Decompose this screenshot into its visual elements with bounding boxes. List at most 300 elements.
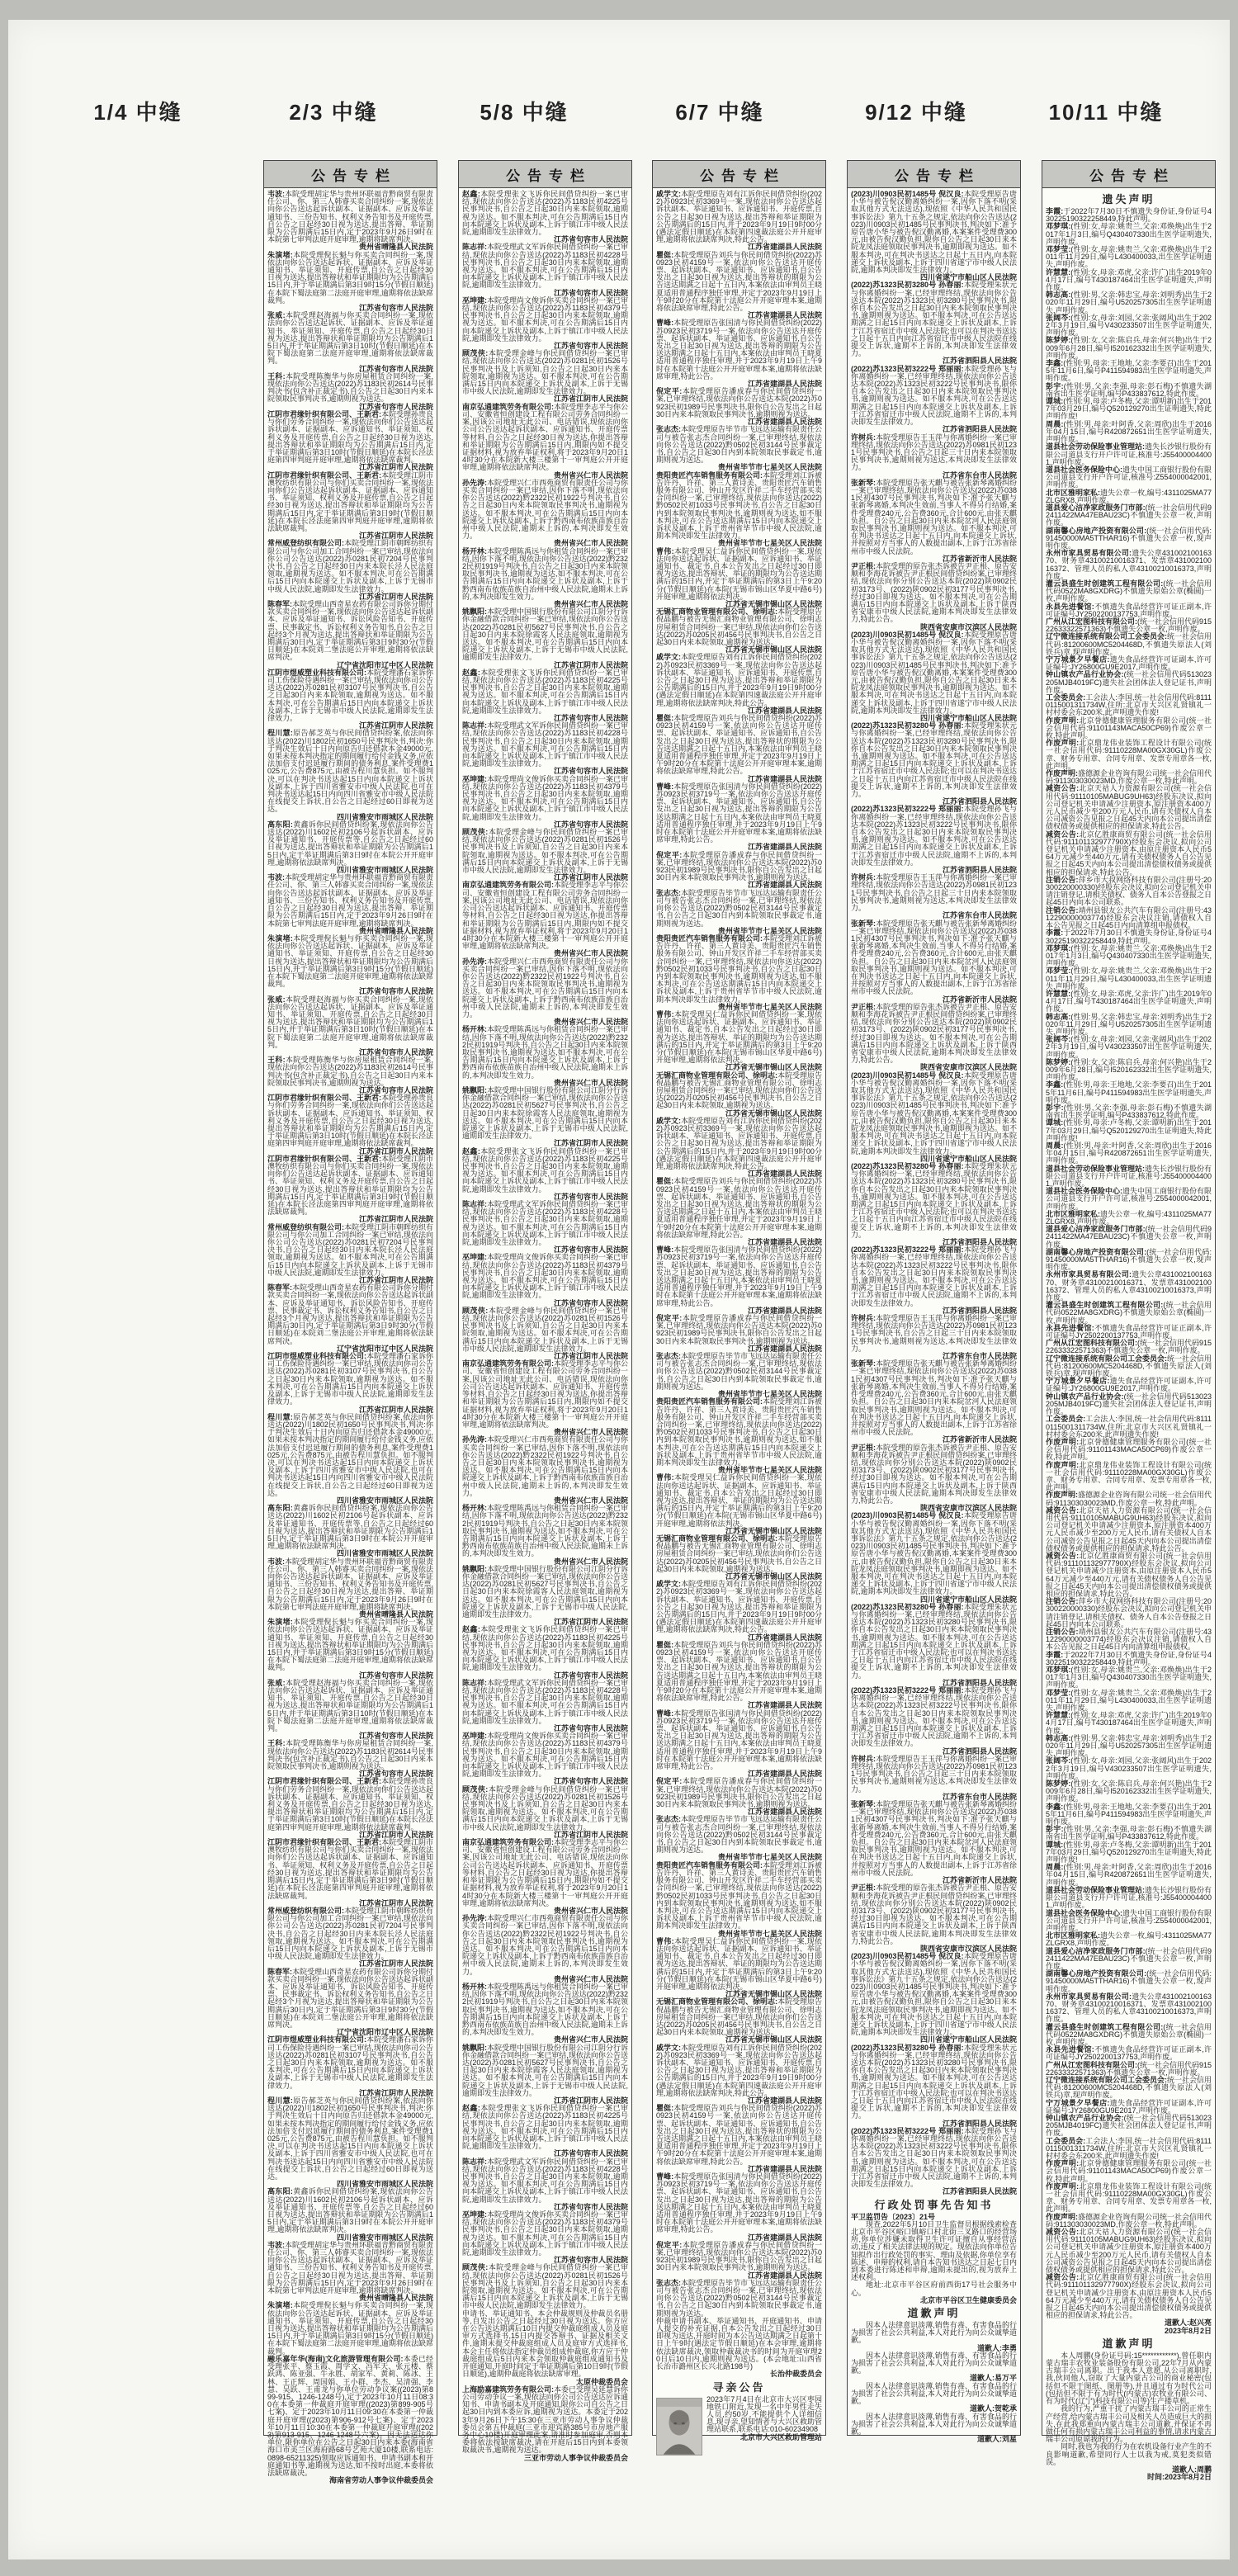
notice-lead: 张新琴: bbox=[851, 919, 876, 928]
notice-paragraph: 瞿侹:本院受理原告刘兵与你民间借贷纠纷(2022)苏0923民初4159号一案,依法向你公告送达开庭传票、起诉状副本、举证通知书、应诉通知书,自公告发出之日起30日视为送达,提出答辩状的期限为公告送达期满之日起十五日内,本案依法由审判员王晓夏适用普通程序独任审理,并定于2023年9月19日上午9时20分在本院第十法庭公开开庭审理本案,逾期将依法缺席审理,特此公告。 bbox=[656, 1177, 822, 1239]
notice-paragraph: 贵阳贵匠汽车销售服务有限公司:本院受理刘江诉被告许丹、许祥、第三人黄诗美、贵阳贵匠汽车销售服务有限公司、钟山开发区许祥二手车经营部买卖合同纠纷一案,已审理终结,现依法向你送达(2022)黔0502民初1033号民事判决书,自公告之日起30日内到本院领取民事判决书,逾期则视为送达,如不服本判决,可在公告送达期满后15日内向本院递交上诉状及副本,上诉于贵州省毕节市中级人民法院,逾期本判决即发生法律效力。 bbox=[656, 1397, 823, 1467]
notice-lead: 陈梦婷: bbox=[1046, 1780, 1071, 1789]
notice-paragraph: (2022)苏1323民初3222号 郑丽丽:本院受理孙飞与你离婚纠纷一案,已经审理终结,现依法向你公告送达本院(2022)苏1323民初3222号民事判决书,限你自本公告发出之日起30日内来本院领取民事判决书,逾期则视为送达。如不服本判决,可在公告送达期满之日起15日内向本院递交上诉状及副本,上诉于江苏省宿迁市中级人民法院,逾期不上诉的,本判决即发生法律效力。 bbox=[851, 2126, 1017, 2189]
court-name: 四川省遂宁市船山区人民法院 bbox=[919, 1595, 1017, 1604]
notice-lead: 顾茂侠: bbox=[462, 828, 489, 837]
notice-paragraph: 江阴市君缘针织有限公司、王新君:本院受理江阴市澳牧纺织有限公司与你们买卖合同纠纷一案,现依法向你们公告送达起诉状副本、证据副本、应诉通知书、举证须知、权利义务及开庭传票,自公告之日起经30日视为送达,提出答辩状和举证期限均为公告期满后15日内,定于举证期满后第3日9时(节假日顺延)在本院长泾法庭第四审判庭开庭审理,逾期将依法缺席裁判。 bbox=[267, 470, 434, 532]
court-name: 贵州省兴仁市人民法院 bbox=[553, 949, 628, 958]
notice-tail bbox=[851, 2199, 1017, 2282]
notice-paragraph: (2023)川0903民初1485号 倪汉良:本院受理原告唐小华与被告倪汉勤离婚纠纷一案,因你下落不明(采取其他方式无法送达),现依照《中华人民共和国民事诉讼法》第九十五条之规定,依法向你公告送达(2023)川0903民初1485号民事判决书,判决如下:准予原告唐小华与被告倪汉勤离婚,本案案件受理费300元,由被告倪汉勤负担,限你自公告之日起30日来本院龙凤法庭领取民事判决书,逾期即视为送达。如不服本判决,可在判决书送达之日起十五日内,向本院递交上诉状及副本,上诉于四川省遂宁市中级人民法院,逾期本判决即发生法律效力。 bbox=[851, 1952, 1017, 2037]
notice-lead: 瞿侹: bbox=[656, 714, 674, 723]
notice-paragraph: 高东阳:黄鑫诉你民间借贷纠纷案,现依法向你公告送达(2022)川1602民初2106号起诉状副本、应诉及举证通知书、开庭传票等,自公告之日起经过60日视为送达,提出答辩状和举证期限为公告期满后15日内,定于举证期满后第3日9时在本院公开开庭审理,逾期将依法缺席判决。 bbox=[267, 2187, 433, 2234]
notice-paragraph: 南京弘通建筑劳务有限公司:本院受理李志平与你公司、安徽省恒创建设工程有限公司劳务合同纠纷一案,因该公司地址无此公司、电话错误,现依法向你公司公告送达起诉状副本、应诉通知书、开庭传票等材料,自公告之日起经30日视为送达,你提出答辩和举证期限为公告期满后15日内,期限内如不提交证据材料,视为放弃举证权利,将于2023年9月20日14时30分在本院新大楼三楼第十一审判庭公开开庭审理,逾期将依法缺席判决。 bbox=[462, 881, 629, 951]
notice-paragraph: 韦波:本院受理胡定华与贵州环联福音黔商贸有限责任公司、你、第三人韩睿买卖合同纠纷一案,现依法向你公告送达起诉状副本、证据副本、应诉及举证通知书、三份告知书、权利义务告知书及开庭传票,自公告之日起经30日视为送达,提出答辩、举证期限为公告期满后15日内,定于2023年9月26日9时在本院第七审判法庭开庭审理,逾期将缺席判决。 bbox=[267, 2240, 434, 2295]
notice-paragraph: 陈梦婷:(性别:女,父亲:陈启兵,母亲:何兴艳)出生于2009年6月28日,编号I520162332出生医学证明遗失,声明作废。 bbox=[1046, 1057, 1212, 1082]
court-name: 江苏省建湖县人民法院 bbox=[747, 2233, 822, 2242]
notice-paragraph: 无锡汇商物业管理有限公司、徐明志:本院受理原告倪晶鹏与被告无锡汇商物业管理有限公司、徐明志房屋租赁合同纠纷一案已审结,现依法向你们公告送达(2022)苏0205民初456号民事判决书,自公告之日起30日内来本院领取,逾期视为送达。 bbox=[656, 607, 823, 646]
court-name: 江苏省无锡市锡山区人民法院 bbox=[725, 1526, 822, 1535]
notice-paragraph: 道县社会劳动保险事业管理站:遗失长沙银行股份有限公司道县支行开户许可证,核准号:J554000044001,声明作废。 bbox=[1046, 442, 1212, 466]
notice-lead: 邓梦莹: bbox=[1046, 1688, 1071, 1697]
court-name: 江苏省句容市人民法院 bbox=[553, 235, 628, 244]
notice-paragraph: 邓梦琪:(性别:女,母亲:姚贵兰,父亲:邓焕焕)出生于2017年1月3日,编号Q430407330出生医学证明遗失,声明作废。 bbox=[1046, 943, 1212, 968]
notice-lead: 顾茂侠: bbox=[462, 1306, 489, 1315]
notice-lead: 周晨: bbox=[1046, 1141, 1064, 1150]
court-name: 贵州省毕节市七星关区人民法院 bbox=[717, 539, 822, 548]
section-header: 行政处罚事先告知书 bbox=[874, 2198, 994, 2211]
notice-lead: 陈春军: bbox=[267, 1283, 292, 1293]
court-name: 江苏省江阴市人民法院 bbox=[553, 660, 628, 669]
notice-paragraph: 邓梦莹:(性别:女,母亲:姚贵兰,父亲:邓焕焕)出生于2011年11月29日,编号L430400033,出生医学证明遗失,声明作废。 bbox=[1046, 967, 1212, 990]
notice-lead: 韩志高: bbox=[1046, 1733, 1071, 1742]
notice-lead: 谭城: bbox=[1046, 1118, 1064, 1127]
notice-lead: 戚学文: bbox=[656, 1116, 681, 1125]
notice-paragraph: 李鑫:(性别:男,母亲:王地地,父亲:李要召)出生于2015年11月6日,编号P411594983出生医学证明遗失,声明作废。 bbox=[1046, 1080, 1212, 1104]
court-name: 江苏省东台市人民法院 bbox=[942, 1352, 1017, 1361]
notice-lead: (2023)川0903民初1485号 倪汉良: bbox=[851, 1952, 964, 1961]
court-name: 辽宁省沈阳市辽中区人民法院 bbox=[336, 2028, 433, 2037]
notice-lead: 钟山镇农产品行业协会: bbox=[1046, 2113, 1124, 2122]
court-name: 江苏省建湖县人民法院 bbox=[747, 1238, 822, 1247]
notice-lead: 巫坤建: bbox=[462, 1253, 487, 1262]
notice-paragraph: 谭城:(性别:男,母亲:卢冬梅,父亲:谭明新)出生于2017年03月29日,编号Q520129270出生证明遗失,特此声明作废! bbox=[1046, 1840, 1212, 1865]
notice-paragraph: 张阔芩:(性别:女,母亲:刘园,父亲:张阔风)出生于2022年3月19日,编号V430233507出生医学证明遗失,声明作废。 bbox=[1046, 313, 1212, 338]
notice-lead: 曹伟: bbox=[656, 1473, 674, 1482]
seam-label-6: 10/11 中缝 bbox=[1048, 100, 1164, 125]
notice-lead: 张威: bbox=[267, 1678, 286, 1687]
notice-paragraph: 尹正根:本院受理的原告张杰诉被告尹正根、原告安顺和李海花诉被告尹正根民间借贷纠纷案,已审理终结,现依法向你分别公告送达本院(2022)陕0902民初3173号、(2022)陕0902民初3177号民事判决书,经过30日即视为送达。如不服本判决,可在公告期满后15日内向本院递交上诉状及副本,上诉于陕西省安康市中级人民法院,逾期本判决即发生法律效力,特此公告。 bbox=[851, 1884, 1018, 1945]
court-name: 江苏省句容市人民法院 bbox=[553, 1777, 628, 1786]
notice-paragraph: 北市区雅明家私:遗失公章一枚,编号:4311025MA77ZLGRX8,声明作废。 bbox=[1046, 488, 1212, 504]
notice-lead: 道县爱心洁净家政服务门市部: bbox=[1046, 1946, 1146, 1955]
notice-paragraph: 钟山镇农产品行业协会:(统一社会信用代码513023205MJB4019FC)遗失社会团体法人登记证书,声明作废。 bbox=[1046, 670, 1212, 694]
notice-paragraph: 杨开林:本院受理陈禹远与你租赁合同纠纷一案已审结,因你下落不明,现依法向你公告送达(2022)黔2322民初1919号判决书,自公告之日起30日内来本院领取民事判决书,逾期视为送达,如不服本判决,可在公告期满后15日内向本院递交上诉状及副本,上诉于黔西南布依族苗族自治州中级人民法院,逾期未上诉的,本判决即发生效力。 bbox=[462, 1025, 629, 1080]
statement-paragraph: 因本人法律意识淡薄,销售有毒、有害食品的行为损害了社会公共利益,本人对此行为向公众诚挚道歉。 bbox=[851, 2351, 1017, 2375]
notice-paragraph: 江阴市君缘针织有限公司、王新君:本院受理孙贵良与你们劳务合同纠纷一案,现依法向你们公告送达起诉状副本、证据副本、应诉通知书、举证须知、权利义务及开庭传票,自公告之日起经30日视为送达,提出答辩状和举证期限均为公告期满后15日内,定于举证期满后第3日10时(节假日顺延)在本院长泾法庭第四审判庭开庭审理,逾期将依法缺席裁判。 bbox=[267, 409, 434, 465]
court-name: 江苏省泗阳县人民法院 bbox=[942, 866, 1017, 875]
statement-paragraph: 因本人法律意识淡薄,销售有毒、有害食品的行为损害了社会公共利益,本人对此行为向公众诚挚道歉。 bbox=[851, 2381, 1017, 2406]
notice-lead: 道县社会劳动保险事业管理站: bbox=[1046, 442, 1145, 451]
signature: 道歉人:贺乾承 bbox=[970, 2404, 1017, 2413]
notice-paragraph: 减资公告:北京天祜人力资源有限公司(统一社会信用代码:91110105MABUG9UH63)经股东决议,拟向公司登记机关申请减少注册资本,原注册资本400万元人民币减少至200万元人民币,请有关债权人自本公司减资公告见报之日起45天内向本公司提出清偿债权债务或提供相应的担保请求,特此公告。 bbox=[1046, 2228, 1212, 2275]
notice-lead: 倪定平: bbox=[656, 850, 683, 859]
notice-lead: (2022)苏1323民初3222号 郑丽丽: bbox=[851, 364, 964, 373]
notice-lead: 减资公告: bbox=[1046, 2273, 1080, 2282]
notice-lead: 减资公告: bbox=[1046, 2228, 1080, 2237]
notice-paragraph: 作废声明:北京誉德健康管理服务有限公司(统一社会信用代码:91101143MACA50CP69)作废公章一枚,特此声明。 bbox=[1046, 1437, 1212, 1462]
announcement-column-col-2-3 bbox=[263, 160, 437, 2485]
section-header: 道歉声明 bbox=[1102, 2337, 1155, 2350]
notice-lead: 尹正根: bbox=[851, 1443, 876, 1452]
notice-paragraph: 倪定平:本院受理原告潘成春与你民间借贷纠纷一案,已审理终结,现依法向你公告送达本院(2022)苏0923民初1989号民事判决书,限你自公告发出之日起30日内来本院领取民事判决书,逾期则视为送达。 bbox=[656, 1777, 822, 1809]
notice-paragraph: 张阔芩:(性别:女,母亲:刘园,父亲:张阔风)出生于2022年3月19日,编号V430233507出生医学证明遗失,声明作废。 bbox=[1046, 1756, 1212, 1780]
notice-lead: 陈梦婷: bbox=[1046, 336, 1071, 345]
notice-paragraph: 尹正根:本院受理的原告张杰诉被告尹正根、原告安顺和李海花诉被告尹正根民间借贷纠纷案,已审理终结,现依法向你分别公告送达本院(2022)陕0902民初3173号、(2022)陕0902民初3177号民事判决书,经过30日即视为送达。如不服本判决,可在公告期满后15日内向本院递交上诉状及副本,上诉于陕西省安康市中级人民法院,逾期本判决即发生法律效力,特此公告。 bbox=[851, 1443, 1018, 1505]
notice-lead: 赵鑫: bbox=[462, 190, 480, 198]
notice-lead: 道县社会劳动保险事业管理站: bbox=[1046, 1885, 1145, 1894]
notice-lead: 高东阳: bbox=[267, 1504, 293, 1513]
notice-paragraph: 戚学文:本院受理原告刘有江诉你民间借贷纠纷(2022)苏0923民初3369号一案,现依法向你公告送达起诉状副本、举证通知书、应诉通知书、开庭传票,自公告之日起30日视为送达,提出答辩和举证期限为公告期满后的15日内,并于2023年9月19日9时00分(遇法定假日顺延)在本院第四速裁法庭公开开庭审理,逾期将依法缺席判决,特此公告。 bbox=[656, 190, 823, 244]
notice-lead: 减资公告: bbox=[1046, 830, 1080, 839]
court-name: 江苏省泗阳县人民法院 bbox=[942, 2119, 1017, 2128]
notice-paragraph: 曹峰:本院受理原告张国清与你民间借贷纠纷(2022)苏0923民初3719号一案,依法向你公告送达开庭传票、起诉状副本、举证通知书、应诉通知书,自公告发出之日起30日视为送达,提出答辩的期限为公告送达期满之日起十五日内,本案依法由审判员王晓夏适用普通程序独任审理,并于2023年9月19日上午9时在本院第十法庭公开开庭审理本案,逾期将依法缺席审理,特此公告。 bbox=[656, 1709, 822, 1771]
notice-paragraph: 灌云县盛生时创建筑工程有限公司:(统一社会信用代码0522MA8GXDRG)不慎遗失原始公章(椭圆)一枚,声明作废。 bbox=[1046, 2022, 1212, 2046]
notice-paragraph: 永州市家具贸易有限公司:遗失公章43100210016370、财务章43100210016371、发票章43100210016372、管理人员的私人章43100210016373,声明作废。 bbox=[1046, 1992, 1212, 2024]
notice-lead: 钟山镇农产品行业协会: bbox=[1046, 1392, 1124, 1401]
notice-lead: 倪定平: bbox=[656, 2240, 683, 2249]
notice-lead: 陈春军: bbox=[267, 1967, 292, 1976]
notice-paragraph: 作废声明:北京鼎龙伟业装饰工程设计有限公司(统一社会信用代码:91110228MA00GX30GL)作废公章、财务专用章、合同专用章、发票专用章各一枚,此声明。 bbox=[1046, 2181, 1212, 2214]
notice-paragraph: 灌云县盛生时创建筑工程有限公司:(统一社会信用代码0522MA8GXDRG)不慎遗失原始公章(椭圆)一枚,声明作废。 bbox=[1046, 579, 1212, 603]
notice-lead: 朱演堵: bbox=[267, 1618, 293, 1627]
notice-paragraph: 贵阳贵匠汽车销售服务有限公司:本院受理刘江诉被告许丹、许祥、第三人黄诗美、贵阳贵匠汽车销售服务有限公司、钟山开发区许祥二手车经营部买卖合同纠纷一案,已审理终结,现依法向你送达(2022)黔0502民初1033号民事判决书,自公告之日起30日内到本院领取民事判决书,逾期则视为送达,如不服本判决,可在公告送达期满后15日内向本院递交上诉状及副本,上诉于贵州省毕节市中级人民法院,逾期本判决即发生法律效力。 bbox=[656, 470, 823, 541]
court-name: 陕西省安康市汉滨区人民法院 bbox=[919, 1063, 1017, 1072]
column-header: 公告专栏 bbox=[848, 161, 1020, 188]
notice-lead: 作废声明: bbox=[1046, 2212, 1078, 2221]
notice-lead: 巫坤建: bbox=[462, 774, 487, 783]
notice-lead: 湖南馨心房地产投资有限公司: bbox=[1046, 1247, 1147, 1256]
notice-lead: 陈春军: bbox=[267, 599, 292, 608]
notice-flow bbox=[656, 191, 822, 2318]
court-name: 江苏省句容市人民法院 bbox=[358, 1047, 433, 1056]
notice-paragraph: 道县社会劳动保险事业管理站:遗失长沙银行股份有限公司道县支行开户许可证,核准号:J554000044001,声明作废。 bbox=[1046, 1885, 1212, 1910]
notice-paragraph: 作废声明:盛德源企业咨询有限公司统一社会信用代码:911303030023MD,作废公章一枚,特此声明。 bbox=[1046, 769, 1212, 786]
notice-lead: 王科: bbox=[267, 1739, 286, 1748]
notice-paragraph: (2022)苏1323民初3222号 郑丽丽:本院受理孙飞与你离婚纠纷一案,已经审理终结,现依法向你公告送达本院(2022)苏1323民初3222号民事判决书,限你自本公告发出之日起30日内来本院领取民事判决书,逾期则视为送达。如不服本判决,可在公告送达期满之日起15日内向本院递交上诉状及副本,上诉于江苏省宿迁市中级人民法院,逾期不上诉的,本判决即发生法律效力。 bbox=[851, 1686, 1017, 1748]
court-name: 江苏省无锡市锡山区人民法院 bbox=[725, 2035, 822, 2044]
notice-paragraph: 道县社会劳动保险事业管理站:遗失长沙银行股份有限公司道县支行开户许可证,核准号:J554000044001,声明作废。 bbox=[1046, 1164, 1212, 1188]
signature: 道歉人:赵兴亮 bbox=[1165, 2318, 1212, 2328]
notice-paragraph: 赵鑫:本院受理张文飞诉你民间借贷纠纷一案已审结,现依法向你公告送达(2022)苏1183民初4225号民事判决书,自公告之日起30日内来本院领取,逾期视为送达。如不服本判决,可在公告期满后15日内向本院递交上诉状及副本,上诉于镇江市中级人民法院,逾期即发生法律效力。 bbox=[462, 190, 628, 237]
notice-paragraph: 作废声明:北京誉德健康管理服务有限公司(统一社会信用代码:91101143MACA50CP69)作废公章一枚,特此声明。 bbox=[1046, 716, 1212, 740]
notice-lead: 姚飘阳: bbox=[462, 2043, 487, 2052]
court-name: 贵州省兴仁市人民法院 bbox=[553, 1974, 628, 1983]
court-name: 江苏省新沂市人民法院 bbox=[942, 995, 1017, 1004]
court-name: 陕西省安康市汉滨区人民法院 bbox=[919, 1944, 1017, 1953]
notice-lead: 广州从江宏图科技有限公司: bbox=[1046, 2060, 1137, 2069]
notice-paragraph: 戚学文:本院受理原告刘有江诉你民间借贷纠纷(2022)苏0923民初3369号一案,现依法向你公告送达起诉状副本、举证通知书、应诉通知书、开庭传票,自公告之日起30日视为送达,提出答辩和举证期限为公告期满后的15日内,并于2023年9月19日9时00分(遇法定假日顺延)在本院第四速裁法庭公开开庭审理,逾期将依法缺席判决,特此公告。 bbox=[656, 1580, 823, 1634]
notice-paragraph: 赵鑫:本院受理张文飞诉你民间借贷纠纷一案已审结,现依法向你公告送达(2022)苏1183民初4225号民事判决书,自公告之日起30日内来本院领取,逾期视为送达。如不服本判决,可在公告期满后15日内向本院递交上诉状及副本,上诉于镇江市中级人民法院,逾期即发生法律效力。 bbox=[462, 1146, 628, 1193]
court-name: 江苏省句容市人民法院 bbox=[358, 402, 433, 411]
announcement-column-col-6-7 bbox=[652, 160, 826, 2441]
notice-lead: (2022)苏1323民初3222号 郑丽丽: bbox=[851, 1245, 964, 1255]
notice-lead: 许树兵: bbox=[851, 432, 876, 442]
notice-paragraph: 道县爱心洁净家政服务门市部:(统一社会信用代码92411422MA47EBAU23C)不慎遗失公章一枚,声明作废。 bbox=[1046, 1225, 1212, 1249]
notice-paragraph: 宁万城景夕早餐店:遗失食品经营许可证副本,许可证编号:JY26800GU9E2017,声明作废。 bbox=[1046, 2098, 1212, 2115]
notice-paragraph: 朱演堵:本院受理倪长魁与你买卖合同纠纷一案,现依法向你公告送达起诉状、证据副本、应诉及举证通知书、举证须知、开庭传票,自公告之日起经30日视为送达,提出答辩状和举证期限均为公告期满后15日内,并于举证期满后第3日9时15分(节假日顺延)在本院下蜀法庭第二法庭开庭审理,逾期将依法缺席裁判。 bbox=[267, 250, 433, 305]
notice-flow bbox=[267, 191, 433, 2356]
notice-paragraph: 戚学文:本院受理原告刘有江诉你民间借贷纠纷(2022)苏0923民初3369号一案,现依法向你公告送达起诉状副本、举证通知书、应诉通知书、开庭传票,自公告之日起30日视为送达,提出答辩和举证期限为公告期满后的15日内,并于2023年9月19日9时00分(遇法定假日顺延)在本院第四速裁法庭公开开庭审理,逾期将依法缺席判决,特此公告。 bbox=[656, 1116, 823, 1170]
court-name: 贵州省毕节市七星关区人民法院 bbox=[717, 1853, 822, 1862]
notice-paragraph: 许树兵:本院受理原告王玉萍与你离婚纠纷一案已审理终结,现依法向你公告送达(2022)苏0981民初1231号民事判决书,自公告之日起三十日内来本院领取民事判决书,逾期则视为送达,本判决即发生法律效力。 bbox=[851, 873, 1018, 913]
column-header: 公告专栏 bbox=[1042, 161, 1215, 188]
notice-paragraph: 张威:本院受理赵海福与你买卖合同纠纷一案,现依法向你公告送达起诉状、证据副本、应诉及举证通知书、举证须知、开庭传票,自公告之日起经30日视为送达,提出答辩状和举证期限均为公告期满后15日内,并于举证期满后第3日10时(节假日顺延)在本院下蜀法庭第二法庭开庭审理,逾期将依法缺席裁判。 bbox=[267, 995, 433, 1049]
notice-paragraph: 韦波:本院受理胡定华与贵州环联福音黔商贸有限责任公司、你、第三人韩睿买卖合同纠纷一案,现依法向你公告送达起诉状副本、证据副本、应诉及举证通知书、三份告知书、权利义务告知书及开庭传票,自公告之日起经30日视为送达,提出答辩、举证期限为公告期满后15日内,定于2023年9月26日9时在本院第七审判法庭开庭审理,逾期将缺席判决。 bbox=[267, 190, 434, 244]
notice-lead: 瞿侹: bbox=[656, 250, 674, 259]
notice-lead: 宁万城景夕早餐店: bbox=[1046, 2098, 1110, 2107]
notice-paragraph: 顾茂侠:本院受理金峰与你民间借贷纠纷一案已审结,现依法向你公告送达(2022)苏0281民初1526号民事判决书及上诉须知,自公告之日起30日内来本院领取,逾期视为送达。如不服本判决,可在公告期满后15日内向本院递交上诉状及副本,上诉于无锡市中级人民法院,逾期即发生法律效力。 bbox=[462, 349, 628, 396]
notice-paragraph: 许慧慧:(性别:女,母亲:邓虎,父亲:许广)出生2019年04月17日,编号T430187464出生医学证明遗失,声明作废。 bbox=[1046, 989, 1212, 1014]
notice-paragraph: 陈梦婷:(性别:女,父亲:陈启兵,母亲:何兴艳)出生于2009年6月28日,编号I520162332出生医学证明遗失,声明作废。 bbox=[1046, 1780, 1212, 1803]
notice-lead: 江阴市君缘针织有限公司、王新君: bbox=[267, 1777, 381, 1786]
notice-lead: 作废声明: bbox=[1046, 1460, 1080, 1469]
notice-paragraph: 巫坤建:本院受理尚文俊诉你买卖合同纠纷一案已审结,现依法向你公告送达(2022)苏1183民初4379号民事判决书,自公告之日起30日内来本院领取,逾期视为送达。如不服本判决,可在公告期满后15日内向本院递交上诉状及副本,上诉于镇江市中级人民法院,逾期即发生法律效力。 bbox=[462, 2210, 629, 2257]
notice-lead: 赵鑫: bbox=[462, 1625, 480, 1634]
notice-lead: 赵鑫: bbox=[462, 2104, 480, 2113]
notice-paragraph: 陈志祥:本院受理武文军诉你民间借贷纠纷一案已审结,现依法向你公告送达(2022)苏1183民初4228号民事判决书,自公告之日起30日内来本院领取,逾期视为送达。如不服本判决,可在公告期满后15日内向本院递交上诉状及副本,上诉于镇江市中级人民法院,逾期即发生法律效力。 bbox=[462, 721, 629, 768]
notice-paragraph: 注销公告:萍乡市大叔网络科技有限公司(注册号:20300220000330)经股东会决议,拟向公司登记机关申请注销登记,请相关债权、债务人自本公告登报之日起45日内向本公司联系。 bbox=[1046, 1597, 1212, 1628]
court-name: 江苏省句容市人民法院 bbox=[358, 364, 433, 373]
notice-lead: 作废声明: bbox=[1046, 1437, 1080, 1446]
column-footer bbox=[459, 2310, 631, 2465]
notice-paragraph: 常州威登纺织有限公司:本院受理江阴市朝晖纺织有限公司与你公司加工合同纠纷一案已审结,现依法向你公司公告送达(2022)苏0281民初7204号民事判决书,自公告之日起经30日内来本院长泾人民法庭领取,逾期视为送达。如不服本判决,可在公告期满后15日内向本院递交上诉状及副本,上诉于无锡市中级人民法院,逾期即发生法律效力。 bbox=[267, 1906, 434, 1961]
notice-lead: 邓梦琪: bbox=[1046, 1666, 1071, 1674]
notice-paragraph: 曹伟:本院受理吴仁益诉你民间借贷纠纷一案,现依法向你送达起诉状、证据副本、应诉通知书、举证通知书、裁定书,自本公告发出之日起经过30日即视为送达,提出答辩状、举证的期限均为公告送达期满后的15日内,并定于举证期满后的第3日上午9:20分(节假日顺延)在本院(无锡市锡山区华夏中路6号)开庭审理,逾期将依法判决。 bbox=[656, 1473, 822, 1528]
notice-paragraph: 瞿侹:本院受理原告刘兵与你民间借贷纠纷(2022)苏0923民初4159号一案,依法向你公告送达开庭传票、起诉状副本、举证通知书、应诉通知书,自公告发出之日起30日视为送达,提出答辩状的期限为公告送达期满之日起十五日内,本案依法由审判员王晓夏适用普通程序独任审理,并定于2023年9月19日上午9时20分在本院第十法庭公开开庭审理本案,逾期将依法缺席审理,特此公告。 bbox=[656, 1640, 822, 1703]
notice-lead: (2023)川0903民初1485号 倪汉良: bbox=[851, 630, 964, 639]
court-name: 贵州省毕节市七星关区人民法院 bbox=[717, 1929, 822, 1938]
court-name: 江苏省泗阳县人民法院 bbox=[942, 357, 1017, 366]
notice-paragraph: 朱演堵:本院受理倪长魁与你买卖合同纠纷一案,现依法向你公告送达起诉状、证据副本、应诉及举证通知书、举证须知、开庭传票,自公告之日起经30日视为送达,提出答辩状和举证期限均为公告期满后15日内,并于举证期满后第3日9时15分(节假日顺延)在本院下蜀法庭第二法庭开庭审理,逾期将依法缺席裁判。 bbox=[267, 2301, 433, 2356]
court-name: 长治仲裁委员会 bbox=[769, 2370, 822, 2379]
column-body bbox=[1042, 188, 1215, 2319]
notice-paragraph: 江阴市君缘针织有限公司、王新君:本院受理孙贵良与你们劳务合同纠纷一案,现依法向你们公告送达起诉状副本、证据副本、应诉通知书、举证须知、权利义务及开庭传票,自公告之日起经30日视为送达,提出答辩状和举证期限均为公告期满后15日内,定于举证期满后第3日10时(节假日顺延)在本院长泾法庭第四审判庭开庭审理,逾期将依法缺席裁判。 bbox=[267, 1094, 434, 1148]
notice-paragraph: 王科:本院受理陈衡华与你房屋租赁合同纠纷一案,现依法向你公告送达(2022)苏1183民初2614号民事判决书(包含补正裁定书),自公告之日起30日内来本院领取民事判决书,逾期则视为送达。 bbox=[267, 1056, 433, 1087]
notice-lead: 许树兵: bbox=[851, 1314, 876, 1323]
notice-paragraph: 作废声明:盛德源企业咨询有限公司统一社会信用代码:911303030023MD,作废公章一枚,特此声明。 bbox=[1046, 1491, 1212, 1507]
court-name: 江苏省江阴市人民法院 bbox=[553, 395, 628, 404]
notice-lead: 钟山镇农产品行业协会: bbox=[1046, 670, 1124, 679]
notice-paragraph: 周晨:(性别:男,母亲:叶阿香,父亲:周欣)出生于2016年04月15日,编号R420872651出生医学证明遗失,声明作废。 bbox=[1046, 419, 1212, 444]
notice-lead: 许慧慧: bbox=[1046, 1711, 1071, 1720]
notice-lead: 杨开林: bbox=[462, 1982, 487, 1991]
notice-lead: (2022)苏1323民初3280号 孙春丽: bbox=[851, 1602, 964, 1611]
notice-paragraph: 灌云县盛生时创建筑工程有限公司:(统一社会信用代码0522MA8GXDRG)不慎遗失原始公章(椭圆)一枚,声明作废。 bbox=[1046, 1301, 1212, 1325]
court-name: 贵州省毕节市七星关区人民法院 bbox=[717, 926, 822, 935]
court-name: 贵州省兴仁市人民法院 bbox=[553, 470, 628, 480]
court-name: 江苏省句容市人民法院 bbox=[553, 2149, 628, 2158]
notice-lead: 倪定平: bbox=[656, 387, 683, 396]
notice-paragraph: 曹峰:本院受理原告张国清与你民间借贷纠纷(2022)苏0923民初3719号一案,依法向你公告送达开庭传票、起诉状副本、举证通知书、应诉通知书,自公告发出之日起30日视为送达,提出答辩的期限为公告送达期满之日起十五日内,本案依法由审判员王晓夏适用普通程序独任审理,并于2023年9月19日上午9时在本院第十法庭公开开庭审理本案,逾期将依法缺席审理,特此公告。 bbox=[656, 1245, 822, 1307]
announcement-column-col-5-8 bbox=[458, 160, 632, 2462]
notice-paragraph: (2023)川0903民初1485号 倪汉良:本院受理原告唐小华与被告倪汉勤离婚纠纷一案,因你下落不明(采取其他方式无法送达),现依照《中华人民共和国民事诉讼法》第九十五条之规定,依法向你公告送达(2023)川0903民初1485号民事判决书,判决如下:准予原告唐小华与被告倪汉勤离婚,本案案件受理费300元,由被告倪汉勤负担,限你自公告之日起30日来本院龙凤法庭领取民事判决书,逾期即视为送达。如不服本判决,可在判决书送达之日起十五日内,向本院递交上诉状及副本,上诉于四川省遂宁市中级人民法院,逾期本判决即发生法律效力。 bbox=[851, 630, 1017, 715]
court-name: 江苏省东台市人民法院 bbox=[942, 470, 1017, 480]
notice-lead: 南京弘通建筑劳务有限公司: bbox=[462, 402, 554, 411]
notice-paragraph: 湖南馨心房地产投资有限公司:(统一社会信用代码:91450000MA5TTHAR16)不慎遗失公章一枚,现声明作废。 bbox=[1046, 1969, 1212, 1993]
notice-lead: 陈志祥: bbox=[462, 2157, 487, 2166]
notice-lead: 作废声明: bbox=[1046, 716, 1080, 725]
court-name: 江苏省江阴市人民法院 bbox=[358, 1959, 433, 1969]
notice-paragraph: 彭宇:(性别:男,父亲:李强,母亲:彭石梅)不慎遗失湖南省出生医学证明,编号P433837612,特此作废。 bbox=[1046, 381, 1212, 398]
notice-lead: 江阴市煜威塑业科技有限公司: bbox=[267, 1352, 366, 1361]
court-name: 江苏省江阴市人民法院 bbox=[358, 1276, 433, 1285]
notice-paragraph: 减资公告:北京亿胜康商贸有限公司(统一社会信用代码:911101132977790X)经股东会决议,拟向公司登记机关申请减少注册资本,由原注册资本人民币564万元减少至440万元,请有关债权债务人自公告见报之日起45天内向本公司提出清偿债权债务或提供相应的担保请求,特此公告。 bbox=[1046, 1551, 1212, 1598]
notice-paragraph: 江阴市煜威塑业科技有限公司:本院受理潘石家诉你司工伤保险待遇纠纷一案已审结,现依法向你司公告送达(2022)苏0281民初3107号民事判决书,自公告之日起30日内来本院领取,逾期视为送达。如不服本判决,可在公告期满后15日内向本院递交上诉状及副本,上诉于无锡市中级人民法院,逾期即发生法律效力。 bbox=[267, 1352, 434, 1406]
court-name: 江苏省江阴市人民法院 bbox=[358, 2088, 433, 2097]
notice-paragraph: 陈春军:本院受理山西奇星农药有限公司诉你分期付款买卖合同纠纷一案,现依法向你公告送达起诉状副本、应诉及举证通知书、诉讼风险告知书、开庭传票、民事裁定书、诉讼权利义务告知书,自公告之日起经3个月视为送达,提出答辩状和举证期限为公告期满后30日内,定于举证期满后第3日9时30分(节假日顺延)在本院刘二堡法庭公开审理,逾期将依法缺席判决。 bbox=[267, 1967, 434, 2029]
notice-paragraph: (2022)苏1323民初3280号 孙春丽:本院受理朱状元与你离婚纠纷一案,已经审理终结,现依法向你公告送达本院(2022)苏1323民初3280号民事判决书,限你自本公告发出之日起30日内来本院领取民事判决书,逾期则视为送达。如不服本判决,可在公告送达期满之日起15日内向本院递交上诉状及副本,上诉于江苏省宿迁市中级人民法院;也可以在判决书送达之日起十五日内向江苏省宿迁市中级人民法院在线提交上诉状,逾期不上诉的,本判决即发生法律效力。 bbox=[851, 1162, 1017, 1239]
notice-lead: 工会委员会: bbox=[1046, 1415, 1086, 1424]
notice-paragraph: 辽宁微连接系统有限公司工会委员会:统一社会信用代码:81200600MC5204468D,不慎遗失原法人(刘铁兵)章,现声明作废。 bbox=[1046, 632, 1212, 656]
notice-paragraph: 邓梦琪:(性别:女,母亲:姚贵兰,父亲:邓焕焕)出生于2017年1月3日,编号Q430407330出生医学证明遗失,声明作废。 bbox=[1046, 222, 1212, 246]
court-name: 北京市平谷区卫生健康委员会 bbox=[919, 2295, 1017, 2304]
notice-paragraph: 程川慧:原告郝芝英与你民间借贷纠纷案,依法向你送达(2022)川1802民初1650号民事判决书,判决:你于判决生效后十日内向原告归还借款本金49000元,如果未按本判决指定的期间履行给付金钱义务,应依法加倍支付迟延履行期间的债务利息,案件受理费1025元,公告费875元,由被告程川慧负担。如不服判决,可以在判决书送达起15日内向本院递交上诉状及副本,上诉于四川省雅安市中级人民法院,也可在判决书送达起15日内向四川省雅安市中级人民法院在线提交上诉状,自公告之日起经过60日即视为送达。 bbox=[267, 1412, 433, 1497]
notice-lead: 李霞: bbox=[1046, 1650, 1064, 1659]
notice-lead: 注销公告: bbox=[1046, 1597, 1079, 1606]
court-name: 江苏省建湖县人民法院 bbox=[747, 1633, 822, 1642]
missing-person-photo bbox=[656, 2398, 702, 2455]
statement-paragraph: 我的行为,严重干扰了内蒙古瑞丰公司的正常生产经营,给内蒙古瑞丰公司及相关人员造成巨大的损失,在此我郑重向内蒙古瑞丰公司道歉,并保证不再做任何有损内蒙古瑞丰公司利益的事情,请求内蒙古瑞丰公司原谅我的行为。 bbox=[1046, 2404, 1212, 2444]
notice-paragraph: 作废声明:北京鼎龙伟业装饰工程设计有限公司(统一社会信用代码:91110228MA00GX30GL)作废公章、财务专用章、合同专用章、发票专用章各一枚,此声明。 bbox=[1046, 739, 1212, 770]
notice-lead: 北市区雅明家私: bbox=[1046, 1931, 1101, 1940]
court-name: 江苏省句容市人民法院 bbox=[553, 820, 628, 829]
court-name: 江苏省建湖县人民法院 bbox=[747, 243, 822, 252]
notice-lead: 江阴市君缘针织有限公司、王新君: bbox=[267, 470, 381, 480]
notice-paragraph: 孙先涛:本院受理兴仁市西苑商贸有限责任公司与你买卖合同纠纷一案已审结,因你下落不明,现依法向你公告送达(2022)黔2322民初1922号判决书,自公告之日起30日内来本院领取民事判决书,逾期视为送达。如不服本判决,可在公告期满后15日内向本院递交上诉状及副本,上诉于黔西南布依族苗族自治州中级人民法院,逾期未上诉的,本判决即发生效力。 bbox=[462, 478, 629, 541]
notice-lead: 张志杰: bbox=[656, 1352, 681, 1361]
notice-paragraph: 南京弘通建筑劳务有限公司:本院受理李志平与你公司、安徽省恒创建设工程有限公司劳务合同纠纷一案,因该公司地址无此公司、电话错误,现依法向你公司公告送达起诉状副本、应诉通知书、开庭传票等材料,自公告之日起经30日视为送达,你提出答辩和举证期限为公告期满后15日内,期限内如不提交证据材料,视为放弃举证权利,将于2023年9月20日14时30分在本院新大楼三楼第十一审判庭公开开庭审理,逾期将依法缺席判决。 bbox=[462, 1359, 629, 1429]
court-name: 辽宁省沈阳市辽中区人民法院 bbox=[336, 660, 433, 669]
signature: 时间:2023年8月2日 bbox=[1146, 2473, 1212, 2482]
seam-label-5: 9/12 中缝 bbox=[865, 100, 967, 125]
notice-lead: 瞿侹: bbox=[656, 1640, 674, 1649]
notice-paragraph: 张新琴:本院受理原告张天麒与被告张新琴离婚纠纷一案已审理终结,现依法向你公告送达(2022)苏0381民初4307号民事判决书,判决如下:准予张天麒与张新琴离婚,本判决生效前,当事人不得另行结婚,案件受理费240元,公告费360元,合计600元,由张天麒负担。自公告之日起30日内来本院岔河人民法庭领取民事判决书,逾期则视为送达。如不服本判决,可在判决书送达之日起十五日内,向本院递交上诉状,并按照对方当事人的人数提出副本,上诉于江苏省徐州市中级人民法院。 bbox=[851, 1359, 1018, 1437]
notice-lead: 高东阳: bbox=[267, 820, 293, 829]
court-name: 江苏省句容市人民法院 bbox=[358, 1770, 433, 1779]
notice-lead: 贵阳贵匠汽车销售服务有限公司: bbox=[656, 1860, 763, 1869]
notice-lead: 宁万城景夕早餐店: bbox=[1046, 655, 1110, 664]
notice-lead: 邓梦莹: bbox=[1046, 967, 1071, 976]
court-name: 江苏省建湖县人民法院 bbox=[747, 1701, 822, 1710]
court-name: 贵州省兴仁市人民法院 bbox=[553, 1078, 628, 1087]
court-name: 贵州省兴仁市人民法院 bbox=[553, 1557, 628, 1566]
notice-lead: 江阴市煜威塑业科技有限公司: bbox=[267, 668, 366, 677]
notice-lead: 道县爱心洁净家政服务门市部: bbox=[1046, 1225, 1146, 1234]
notice-lead: 北市区雅明家私: bbox=[1046, 1209, 1101, 1218]
column-body bbox=[264, 188, 437, 2356]
court-name: 贵州省晴隆县人民法院 bbox=[358, 243, 433, 252]
notice-lead: 程川慧: bbox=[267, 729, 293, 738]
court-name: 四川省雅安市雨城区人民法院 bbox=[336, 2233, 433, 2242]
notice-lead: 曹峰: bbox=[656, 2172, 674, 2181]
notice-paragraph: 巫坤建:本院受理尚文俊诉你买卖合同纠纷一案已审结,现依法向你公告送达(2022)苏1183民初4379号民事判决书,自公告之日起30日内来本院领取,逾期视为送达。如不服本判决,可在公告期满后15日内向本院递交上诉状及副本,上诉于镇江市中级人民法院,逾期即发生法律效力。 bbox=[462, 295, 629, 343]
notice-lead: 灌云县盛生时创建筑工程有限公司: bbox=[1046, 579, 1164, 588]
court-name: 四川省雅安市雨城区人民法院 bbox=[336, 866, 433, 875]
notice-lead: 韦波: bbox=[267, 1557, 285, 1566]
notice-paragraph: 韦波:本院受理胡定华与贵州环联福音黔商贸有限责任公司、你、第三人韩睿买卖合同纠纷一案,现依法向你公告送达起诉状副本、证据副本、应诉及举证通知书、三份告知书、权利义务告知书及开庭传票,自公告之日起经30日视为送达,提出答辩、举证期限为公告期满后15日内,定于2023年9月26日9时在本院第七审判法庭开庭审理,逾期将缺席判决。 bbox=[267, 1557, 434, 1611]
notice-lead: 张威: bbox=[267, 311, 286, 320]
notice-paragraph: 永州市家具贸易有限公司:遗失公章43100210016370、财务章43100210016371、发票章43100210016372、管理人员的私人章43100210016373,声明作废。 bbox=[1046, 549, 1212, 580]
court-name: 江苏省建湖县人民法院 bbox=[747, 706, 822, 715]
notice-paragraph: 张志杰:本院受理原告毕节市飞远达运输有限责任公司与被告张志杰合同纠纷一案,已审理终结,现依法向你公告送达(2022)黔0502民初3144号民事裁定书,自公告之日起30日内到本院领取民事裁定书,逾期则视为送达。 bbox=[656, 425, 823, 465]
notice-lead: 常州威登纺织有限公司: bbox=[267, 1222, 344, 1231]
notice-lead: 贵阳贵匠汽车销售服务有限公司: bbox=[656, 1397, 763, 1406]
notice-paragraph: 尹正根:本院受理的原告张杰诉被告尹正根、原告安顺和李海花诉被告尹正根民间借贷纠纷案,已审理终结,现依法向你分别公告送达本院(2022)陕0902民初3173号、(2022)陕0902民初3177号民事判决书,经过30日即视为送达。如不服本判决,可在公告期满后15日内向本院递交上诉状及副本,上诉于陕西省安康市中级人民法院,逾期本判决即发生法律效力,特此公告。 bbox=[851, 1002, 1018, 1065]
court-name: 贵州省兴仁市人民法院 bbox=[553, 1906, 628, 1915]
notice-lead: 姚飘阳: bbox=[462, 1085, 487, 1094]
court-name: 贵州省兴仁市人民法院 bbox=[553, 1018, 628, 1027]
notice-paragraph: 江阴市君缘针织有限公司、王新君:本院受理江阴市澳牧纺织有限公司与你们买卖合同纠纷一案,现依法向你们公告送达起诉状副本、证据副本、应诉通知书、举证须知、权利义务及开庭传票,自公告之日起经30日视为送达,提出答辩状和举证期限均为公告期满后15日内,定于举证期满后第3日9时(节假日顺延)在本院长泾法庭第四审判庭开庭审理,逾期将依法缺席裁判。 bbox=[267, 1154, 434, 1217]
notice-paragraph: 仲裁申请书副本、举证通知书、开庭通知书、申请人提交的补充证据,自本公告发出之日起经过30日即视为送达,开庭时间为本公告送达期满之日起第十日上午9时(遇法定节假日顺延)在本会审理,逾期将依法缺席裁决,领取仲裁裁决书的时间为开庭审理20日后10日内,逾期则视为送达。(本会地址:山西省长治市潞州区长兴北路198号) bbox=[656, 2316, 822, 2371]
court-name: 江苏省建湖县人民法院 bbox=[747, 2096, 822, 2105]
notice-lead: 韩志高: bbox=[1046, 1012, 1071, 1021]
notice-paragraph: (2023)川0903民初1485号 倪汉良:本院受理原告唐小华与被告倪汉勤离婚纠纷一案,因你下落不明(采取其他方式无法送达),现依照《中华人民共和国民事诉讼法》第九十五条之规定,依法向你公告送达(2023)川0903民初1485号民事判决书,判决如下:准予原告唐小华与被告倪汉勤离婚,本案案件受理费300元,由被告倪汉勤负担,限你自公告之日起30日来本院龙凤法庭领取民事判决书,逾期即视为送达。如不服本判决,可在判决书送达之日起十五日内,向本院递交上诉状及副本,上诉于四川省遂宁市中级人民法院,逾期本判决即发生法律效力。 bbox=[851, 190, 1017, 275]
court-name: 四川省遂宁市船山区人民法院 bbox=[919, 1154, 1017, 1163]
notice-lead: 永县先进餐馆: bbox=[1046, 2045, 1094, 2054]
section-header: 寻亲公告 bbox=[712, 2380, 766, 2394]
statement-paragraph: 因本人法律意识淡薄,销售有毒、有害食品的行为损害了社会公共利益,本人对此行为向公众诚挚道歉。 bbox=[851, 2412, 1017, 2436]
notice-paragraph: 瞿侹:本院受理原告刘兵与你民间借贷纠纷(2022)苏0923民初4159号一案,依法向你公告送达开庭传票、起诉状副本、举证通知书、应诉通知书,自公告发出之日起30日视为送达,提出答辩状的期限为公告送达期满之日起十五日内,本案依法由审判员王晓夏适用普通程序独任审理,并定于2023年9月19日上午9时20分在本院第十法庭公开开庭审理本案,逾期将依法缺席审理,特此公告。 bbox=[656, 2104, 822, 2166]
notice-paragraph: 作废声明:北京鼎龙伟业装饰工程设计有限公司(统一社会信用代码:91110228MA00GX30GL)作废公章、财务专用章、合同专用章、发票专用章各一枚,此声明。 bbox=[1046, 1460, 1212, 1492]
column-footer bbox=[653, 2318, 825, 2459]
notice-paragraph: 顾茂侠:本院受理金峰与你民间借贷纠纷一案已审结,现依法向你公告送达(2022)苏0281民初1526号民事判决书及上诉须知,自公告之日起30日内来本院领取,逾期视为送达。如不服本判决,可在公告期满后15日内向本院递交上诉状及副本,上诉于无锡市中级人民法院,逾期即发生法律效力。 bbox=[462, 828, 628, 875]
court-name: 江苏省东台市人民法院 bbox=[942, 1792, 1017, 1801]
court-name: 江苏省江阴市人民法院 bbox=[358, 1405, 433, 1414]
notice-lead: 姚飘阳: bbox=[462, 1564, 487, 1573]
court-name: 江苏省建湖县人民法院 bbox=[747, 418, 822, 427]
notice-lead: 陈志祥: bbox=[462, 1200, 487, 1209]
court-name: 江苏省无锡市锡山区人民法院 bbox=[725, 599, 822, 608]
notice-lead: 湖南馨心房地产投资有限公司: bbox=[1046, 526, 1147, 535]
notice-lead: 巫坤建: bbox=[462, 295, 487, 305]
court-name: 江苏省泗阳县人民法院 bbox=[942, 1238, 1017, 1247]
column-body bbox=[653, 188, 825, 2318]
notice-lead: 张阔芩: bbox=[1046, 313, 1071, 322]
court-name: 江苏省句容市人民法院 bbox=[553, 714, 628, 723]
notice-paragraph: 张新琴:本院受理原告张天麒与被告张新琴离婚纠纷一案已审理终结,现依法向你公告送达(2022)苏0381民初4307号民事判决书,判决如下:准予张天麒与张新琴离婚,本判决生效前,当事人不得另行结婚,案件受理费240元,公告费360元,合计600元,由张天麒负担。自公告之日起30日内来本院岔河人民法庭领取民事判决书,逾期则视为送达。如不服本判决,可在判决书送达之日起十五日内,向本院递交上诉状,并按照对方当事人的人数提出副本,上诉于江苏省徐州市中级人民法院。 bbox=[851, 919, 1018, 996]
notice-paragraph: 钟山镇农产品行业协会:(统一社会信用代码513023205MJB4019FC)遗失社会团体法人登记证书,声明作废。 bbox=[1046, 2113, 1212, 2138]
notice-paragraph: 北市区雅明家私:遗失公章一枚,编号:4311025MA77ZLGRX8,声明作废。 bbox=[1046, 1931, 1212, 1948]
notice-paragraph: 广州从江宏图科技有限公司:(统一社会信用代码91522633322571363)不慎遗失公章一枚,声明作废。 bbox=[1046, 2060, 1212, 2077]
announcement-column-col-10-11 bbox=[1042, 160, 1216, 2482]
notice-lead: 戚学文: bbox=[656, 2043, 681, 2052]
notice-lead: 王科: bbox=[267, 1056, 286, 1065]
notice-paragraph: 杨开林:本院受理陈禹远与你租赁合同纠纷一案已审结,因你下落不明,现依法向你公告送达(2022)黔2322民初1919号判决书,自公告之日起30日内来本院领取民事判决书,逾期视为送达,如不服本判决,可在公告期满后15日内向本院递交上诉状及副本,上诉于黔西南布依族苗族自治州中级人民法院,逾期未上诉的,本判决即发生效力。 bbox=[462, 1982, 629, 2037]
court-name: 江苏省建湖县人民法院 bbox=[747, 1344, 822, 1353]
column-footer bbox=[848, 2281, 1020, 2446]
notice-lead: 许树兵: bbox=[851, 873, 876, 882]
notice-paragraph: 陈志祥:本院受理武文军诉你民间借贷纠纷一案已审结,现依法向你公告送达(2022)苏1183民初4228号民事判决书,自公告之日起30日内来本院领取,逾期视为送达。如不服本判决,可在公告期满后15日内向本院递交上诉状及副本,上诉于镇江市中级人民法院,逾期即发生法律效力。 bbox=[462, 243, 629, 290]
court-name: 江苏省建湖县人民法院 bbox=[747, 1170, 822, 1179]
column-header: 公告专栏 bbox=[459, 161, 631, 188]
court-name: 贵州省兴仁市人民法院 bbox=[553, 1496, 628, 1505]
court-name: 江苏省江阴市人民法院 bbox=[553, 1618, 628, 1627]
court-name: 江苏省句容市人民法院 bbox=[553, 1671, 628, 1680]
notice-lead: 李霞: bbox=[1046, 207, 1064, 215]
notice-lead: 江阴市君缘针织有限公司、王新君: bbox=[267, 1154, 381, 1163]
seam-label-2: 2/3 中缝 bbox=[289, 100, 378, 125]
seam-label-3: 5/8 中缝 bbox=[480, 100, 569, 125]
court-name: 江苏省东台市人民法院 bbox=[942, 911, 1017, 920]
notice-paragraph: 宁万城景夕早餐店:遗失食品经营许可证副本,许可证编号:JY26800GU9E2017,声明作废。 bbox=[1046, 655, 1212, 672]
court-name: 江苏省句容市人民法院 bbox=[553, 1298, 628, 1307]
notice-lead: 张新琴: bbox=[851, 1800, 876, 1809]
notice-lead: 工会委员会: bbox=[1046, 693, 1086, 702]
notice-lead: 江阴市君缘针织有限公司、王新君: bbox=[267, 409, 381, 418]
notice-lead: 辽宁微连接系统有限公司工会委员会: bbox=[1046, 632, 1167, 641]
notice-lead: 尹正根: bbox=[851, 561, 876, 570]
notice-paragraph: 江阴市君缘针织有限公司、王新君:本院受理孙贵良与你们劳务合同纠纷一案,现依法向你们公告送达起诉状副本、证据副本、应诉通知书、举证须知、权利义务及开庭传票,自公告之日起经30日视为送达,提出答辩状和举证期限均为公告期满后15日内,定于举证期满后第3日10时(节假日顺延)在本院长泾法庭第四审判庭开庭审理,逾期将依法缺席裁判。 bbox=[267, 1777, 434, 1832]
notice-paragraph: 周晨:(性别:男,母亲:叶阿香,父亲:周欣)出生于2016年04月15日,编号R420872651出生医学证明遗失,声明作废。 bbox=[1046, 1863, 1212, 1887]
notice-paragraph: 南京弘通建筑劳务有限公司:本院受理李志平与你公司、安徽省恒创建设工程有限公司劳务合同纠纷一案,因该公司地址无此公司、电话错误,现依法向你公司公告送达起诉状副本、应诉通知书、开庭传票等材料,自公告之日起经30日视为送达,你提出答辩和举证期限为公告期满后15日内,期限内如不提交证据材料,视为放弃举证权利,将于2023年9月20日14时30分在本院新大楼三楼第十一审判庭公开开庭审理,逾期将依法缺席判决。 bbox=[462, 402, 629, 472]
notice-lead: 道县社会医务保险中心: bbox=[1046, 1908, 1122, 1917]
court-name: 江苏省建湖县人民法院 bbox=[747, 1808, 822, 1817]
court-name: 三亚市劳动人事争议仲裁委员会 bbox=[523, 2453, 628, 2462]
notice-paragraph: 杨开林:本院受理陈禹远与你租赁合同纠纷一案已审结,因你下落不明,现依法向你公告送达(2022)黔2322民初1919号判决书,自公告之日起30日内来本院领取民事判决书,逾期视为送达,如不服本判决,可在公告期满后15日内向本院递交上诉状及副本,上诉于黔西南布依族苗族自治州中级人民法院,逾期未上诉的,本判决即发生效力。 bbox=[462, 546, 629, 601]
notice-lead: 程川慧: bbox=[267, 2096, 293, 2105]
notice-paragraph: 程川慧:原告郝芝英与你民间借贷纠纷案,依法向你送达(2022)川1802民初1650号民事判决书,判决:你于判决生效后十日内向原告归还借款本金49000元,如果未按本判决指定的期间履行给付金钱义务,应依法加倍支付迟延履行期间的债务利息,案件受理费1025元,公告费875元,由被告程川慧负担。如不服判决,可以在判决书送达起15日内向本院递交上诉状及副本,上诉于四川省雅安市中级人民法院,也可在判决书送达起15日内向四川省雅安市中级人民法院在线提交上诉状,自公告之日起经过60日即视为送达。 bbox=[267, 2096, 433, 2181]
notice-paragraph: 许树兵:本院受理原告王玉萍与你离婚纠纷一案已审理终结,现依法向你公告送达(2022)苏0981民初1231号民事判决书,自公告之日起三十日内来本院领取民事判决书,逾期则视为送达,本判决即发生法律效力。 bbox=[851, 1754, 1018, 1794]
notice-paragraph: (2022)苏1323民初3280号 孙春丽:本院受理朱状元与你离婚纠纷一案,已经审理终结,现依法向你公告送达本院(2022)苏1323民初3280号民事判决书,限你自本公告发出之日起30日内来本院领取民事判决书,逾期则视为送达。如不服本判决,可在公告送达期满之日起15日内向本院递交上诉状及副本,上诉于江苏省宿迁市中级人民法院;也可以在判决书送达之日起十五日内向江苏省宿迁市中级人民法院在线提交上诉状,逾期不上诉的,本判决即发生法律效力。 bbox=[851, 2043, 1017, 2120]
